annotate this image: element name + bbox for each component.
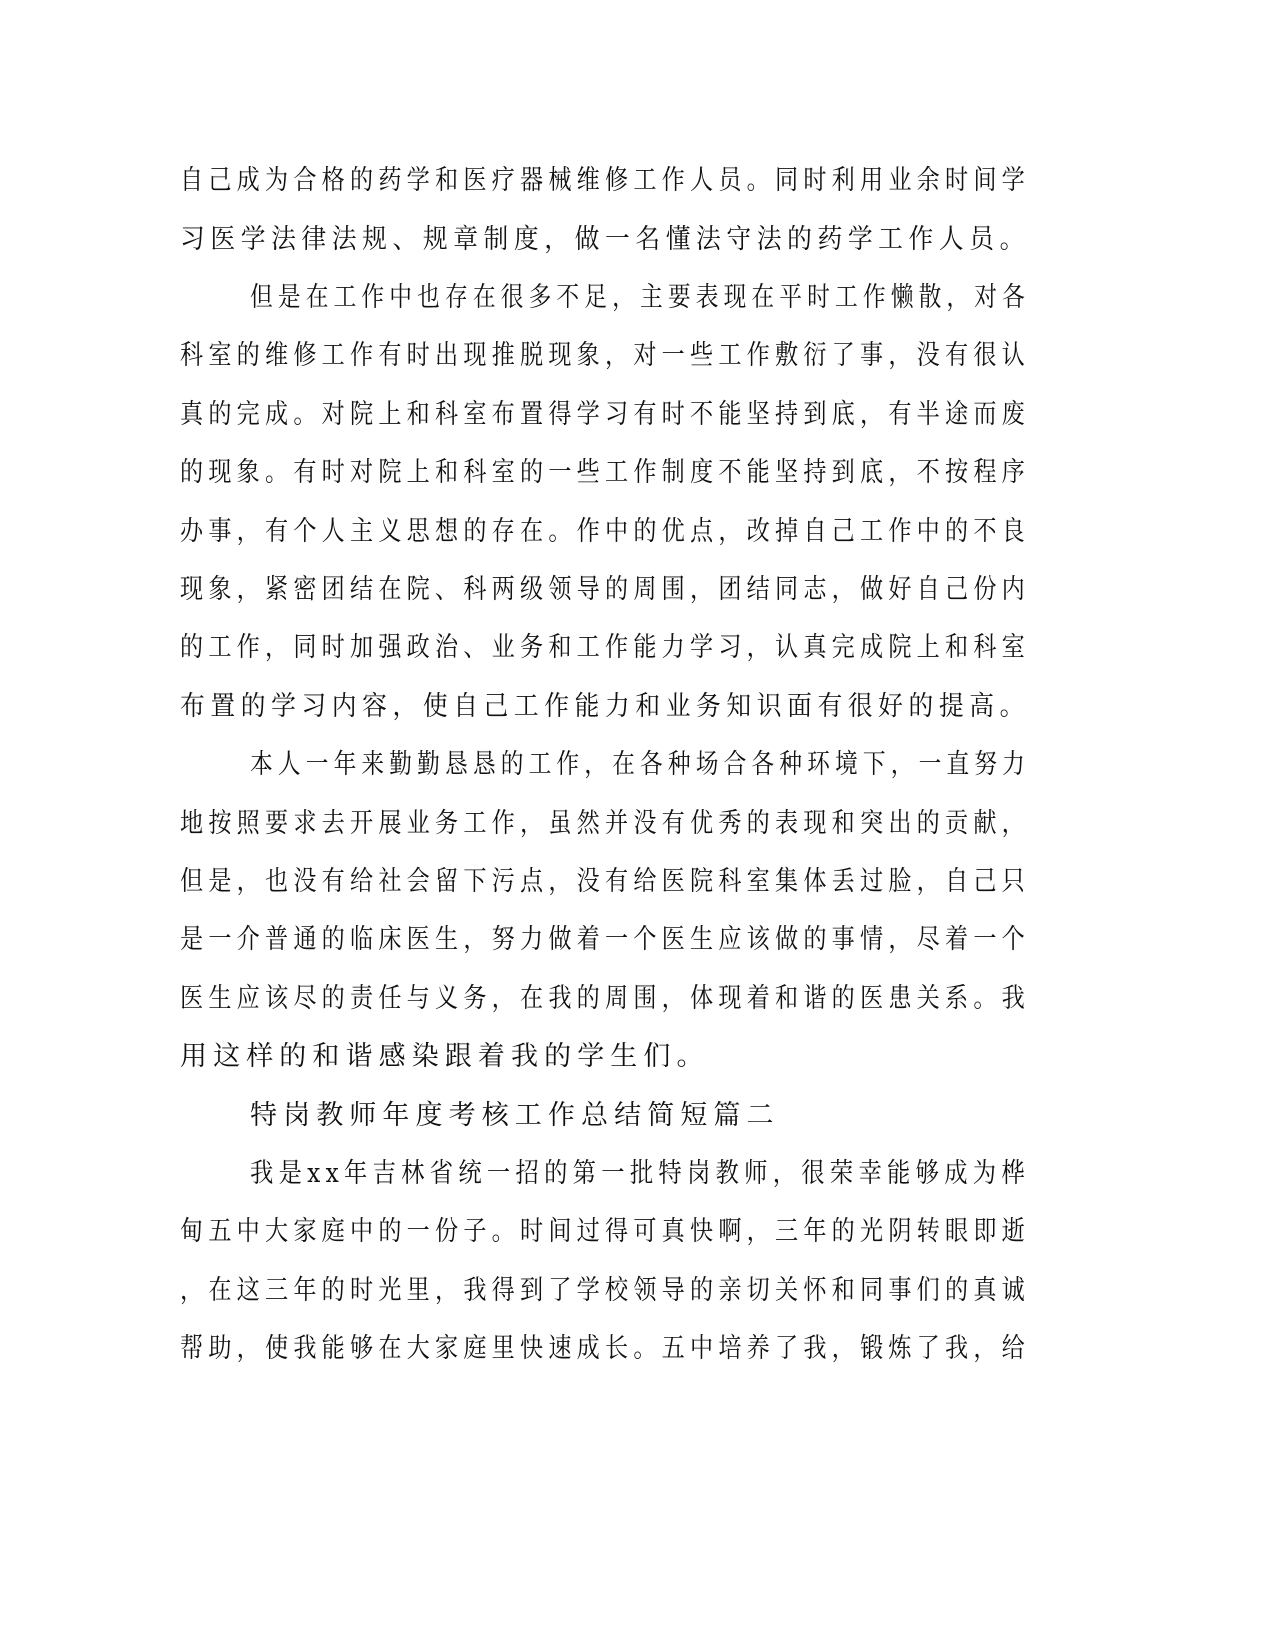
text-line (0, 920, 1275, 960)
text-line (0, 570, 1275, 610)
text-line (0, 336, 1275, 376)
text-line-content: 用这样的和谐感染跟着我的学生们。 (180, 1041, 710, 1072)
text-line-content: 的现象。有时对院上和科室的一些工作制度不能坚持到底，不按程序 (180, 457, 1031, 488)
text-line (0, 395, 1275, 435)
text-line (0, 628, 1275, 668)
paragraph-first-line (0, 745, 1275, 785)
text-line (0, 220, 1275, 260)
text-line-content: 我是xx年吉林省统一招的第一批特岗教师，很荣幸能够成为桦 (250, 1158, 1030, 1189)
text-line-content: 的工作，同时加强政治、业务和工作能力学习，认真完成院上和科室 (180, 632, 1031, 663)
section-heading (0, 1096, 1275, 1136)
text-line-content: ，在这三年的时光里，我得到了学校领导的亲切关怀和同事们的真诚 (180, 1275, 1031, 1306)
text-line-content: 现象，紧密团结在院、科两级领导的周围，团结同志，做好自己份内 (180, 574, 1031, 605)
text-line-content: 本人一年来勤勤恳恳的工作，在各种场合各种环境下，一直努力 (250, 749, 1031, 780)
text-line-content: 地按照要求去开展业务工作，虽然并没有优秀的表现和突出的贡献， (180, 808, 1031, 839)
text-line (0, 979, 1275, 1019)
text-line (0, 453, 1275, 493)
text-line (0, 512, 1275, 552)
text-line-content: 医生应该尽的责任与义务，在我的周围，体现着和谐的医患关系。我 (180, 983, 1031, 1014)
text-line-content: 办事，有个人主义思想的存在。作中的优点，改掉自己工作中的不良 (180, 516, 1031, 547)
section-heading-text: 特岗教师年度考核工作总结简短篇二 (250, 1100, 780, 1131)
text-line-content: 真的完成。对院上和科室布置得学习有时不能坚持到底，有半途而废 (180, 399, 1031, 430)
text-line (0, 862, 1275, 902)
text-line-content: 是一介普通的临床医生，努力做着一个医生应该做的事情，尽着一个 (180, 924, 1031, 955)
text-line (0, 804, 1275, 844)
text-line-content: 但是在工作中也存在很多不足，主要表现在平时工作懒散，对各 (250, 282, 1031, 313)
text-line-content: 布置的学习内容，使自己工作能力和业务知识面有很好的提高。 (180, 691, 1030, 722)
text-line-content: 但是，也没有给社会留下污点，没有给医院科室集体丢过脸，自己只 (180, 866, 1031, 897)
paragraph-first-line (0, 1154, 1275, 1194)
text-line-content: 习医学法律法规、规章制度，做一名懂法守法的药学工作人员。 (180, 224, 1030, 255)
text-line-content: 科室的维修工作有时出现推脱现象，对一些工作敷衍了事，没有很认 (180, 340, 1031, 371)
text-line-content: 甸五中大家庭中的一份子。时间过得可真快啊，三年的光阴转眼即逝 (180, 1216, 1031, 1247)
text-line (0, 687, 1275, 727)
text-line-content: 自己成为合格的药学和医疗器械维修工作人员。同时利用业余时间学 (180, 165, 1031, 196)
text-line (0, 1212, 1275, 1252)
text-line-content: 帮助，使我能够在大家庭里快速成长。五中培养了我，锻炼了我，给 (180, 1333, 1031, 1364)
text-line (0, 161, 1275, 201)
text-line (0, 1037, 1275, 1077)
text-line (0, 1329, 1275, 1369)
text-line (0, 1271, 1275, 1311)
paragraph-first-line (0, 278, 1275, 318)
